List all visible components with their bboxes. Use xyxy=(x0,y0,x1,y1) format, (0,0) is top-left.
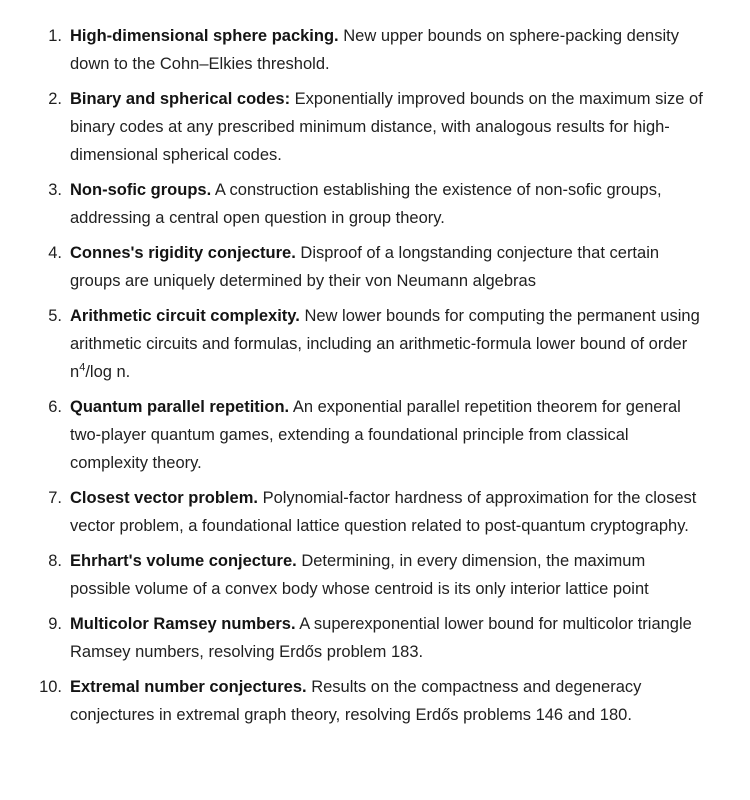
item-text: Results on the compactness and degeneracy conjectures in extremal graph theory, resolving Erdős problems 146 and 180. xyxy=(70,678,642,724)
item-body xyxy=(70,302,710,386)
item-body xyxy=(70,547,710,603)
item-number: 5. xyxy=(48,307,62,325)
item-text-after: /log n. xyxy=(85,363,131,381)
item-title: Extremal number conjectures. xyxy=(70,678,307,696)
item-title: Binary and spherical codes: xyxy=(70,90,291,108)
item-number: 1. xyxy=(48,27,62,45)
item-number: 7. xyxy=(48,489,62,507)
list-item xyxy=(0,302,750,386)
item-text: Exponentially improved bounds on the maximum size of binary codes at any prescribed minimum distance, with analogous results for high-dimensional spherical codes. xyxy=(70,90,703,164)
item-body xyxy=(70,176,710,232)
item-text: Disproof of a longstanding conjecture that certain groups are uniquely determined by their von Neumann algebras xyxy=(70,244,660,290)
item-body xyxy=(70,484,710,540)
list-item xyxy=(0,85,750,169)
list-item xyxy=(0,547,750,603)
exponent: 4 xyxy=(79,361,86,374)
item-body xyxy=(70,239,710,295)
list-item xyxy=(0,610,750,666)
item-text: An exponential parallel repetition theorem for general two-player quantum games, extending a foundational principle from classical complexity theory. xyxy=(70,398,681,472)
item-text: A superexponential lower bound for multicolor triangle Ramsey numbers, resolving Erdős problem 183. xyxy=(70,615,692,661)
item-title: Quantum parallel repetition. xyxy=(70,398,290,416)
list-item xyxy=(0,673,750,729)
item-body xyxy=(70,393,710,477)
item-text: New upper bounds on sphere-packing density down to the Cohn–Elkies threshold. xyxy=(70,27,679,73)
item-number: 8. xyxy=(48,552,62,570)
item-text: New lower bounds for computing the permanent using arithmetic circuits and formulas, including an arithmetic-formula lower bound of order n xyxy=(70,307,700,381)
item-body xyxy=(70,610,710,666)
item-body xyxy=(70,85,710,169)
list-item xyxy=(0,22,750,78)
item-title: Ehrhart's volume conjecture. xyxy=(70,552,297,570)
item-number: 6. xyxy=(48,398,62,416)
item-text: Polynomial-factor hardness of approximation for the closest vector problem, a foundational lattice question related to post-quantum cryptography. xyxy=(70,489,697,535)
item-title: Non-sofic groups. xyxy=(70,181,212,199)
item-title: Arithmetic circuit complexity. xyxy=(70,307,300,325)
item-body xyxy=(70,22,710,78)
list-item xyxy=(0,484,750,540)
item-number: 3. xyxy=(48,181,62,199)
item-text: A construction establishing the existence of non-sofic groups, addressing a central open question in group theory. xyxy=(70,181,662,227)
item-title: Multicolor Ramsey numbers. xyxy=(70,615,296,633)
item-number: 2. xyxy=(48,90,62,108)
item-body xyxy=(70,673,710,729)
item-number: 9. xyxy=(48,615,62,633)
list-item xyxy=(0,393,750,477)
item-number: 4. xyxy=(48,244,62,262)
list-item xyxy=(0,176,750,232)
item-title: Connes's rigidity conjecture. xyxy=(70,244,296,262)
item-title: High-dimensional sphere packing. xyxy=(70,27,339,45)
item-text: Determining, in every dimension, the maximum possible volume of a convex body whose centroid is its only interior lattice point xyxy=(70,552,649,598)
list-item xyxy=(0,239,750,295)
item-title: Closest vector problem. xyxy=(70,489,258,507)
item-number: 10. xyxy=(39,678,62,696)
